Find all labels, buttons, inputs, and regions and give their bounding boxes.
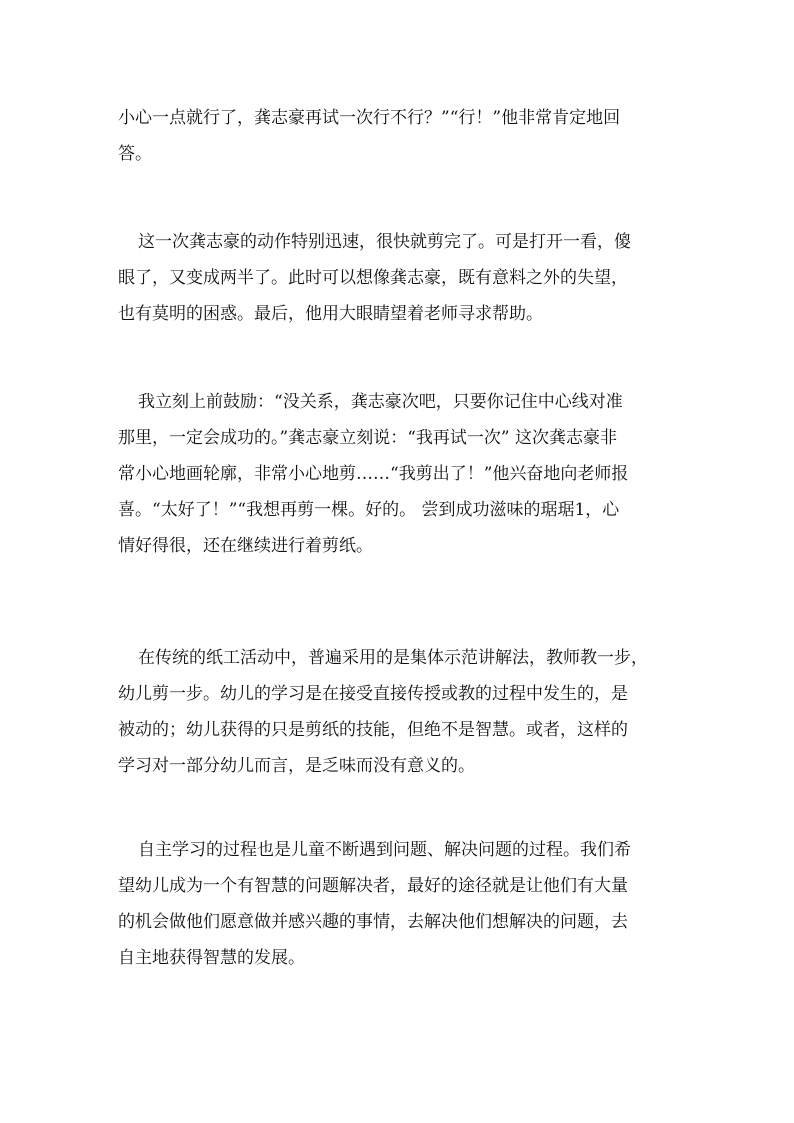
paragraph-line: 小心一点就行了，龚志豪再试一次行不行？”“行！”他非常肯定地回 — [118, 108, 621, 128]
paragraph-4 — [118, 640, 678, 784]
paragraph-line: 眼了，又变成两半了。此时可以想像龚志豪，既有意料之外的失望， — [118, 268, 628, 288]
paragraph-line: 学习对一部分幼儿而言，是乏味而没有意义的。 — [118, 756, 475, 776]
paragraph-line: 幼儿剪一步。幼儿的学习是在接受直接传授或教的过程中发生的，是 — [118, 684, 628, 704]
paragraph-line: 常小心地画轮廓，非常小心地剪……“我剪出了！”他兴奋地向老师报 — [118, 464, 629, 484]
paragraph-3 — [118, 384, 678, 564]
paragraph-line: 在传统的纸工活动中，普遍采用的是集体示范讲解法，教师教一步， — [138, 648, 648, 668]
paragraph-line: 自主学习的过程也是儿童不断遇到问题、解决问题的过程。我们希 — [138, 840, 631, 860]
paragraph-line: 自主地获得智慧的发展。 — [118, 948, 305, 968]
paragraph-line: 望幼儿成为一个有智慧的问题解决者，最好的途径就是让他们有大量 — [118, 876, 628, 896]
paragraph-line: 也有莫明的困惑。最后，他用大眼睛望着老师寻求帮助。 — [118, 304, 543, 324]
paragraph-line: 被动的；幼儿获得的只是剪纸的技能，但绝不是智慧。或者，这样的 — [118, 720, 628, 740]
paragraph-line: 答。 — [118, 144, 152, 164]
paragraph-5 — [118, 832, 678, 976]
paragraph-line: 这一次龚志豪的动作特别迅速，很快就剪完了。可是打开一看，傻 — [138, 232, 631, 252]
paragraph-line: 情好得很，还在继续进行着剪纸。 — [118, 536, 373, 556]
paragraph-1 — [118, 100, 678, 172]
paragraph-line: 那里，一定会成功的。”龚志豪立刻说：“我再试一次” 这次龚志豪非 — [118, 428, 617, 448]
paragraph-line: 喜。“太好了！”“我想再剪一棵。好的。 尝到成功滋味的琚琚1，心 — [118, 500, 620, 520]
paragraph-line: 我立刻上前鼓励：“没关系，龚志豪次吧，只要你记住中心线对准 — [138, 392, 623, 412]
paragraph-2 — [118, 224, 678, 332]
paragraph-line: 的机会做他们愿意做并感兴趣的事情，去解决他们想解决的问题，去 — [118, 912, 628, 932]
